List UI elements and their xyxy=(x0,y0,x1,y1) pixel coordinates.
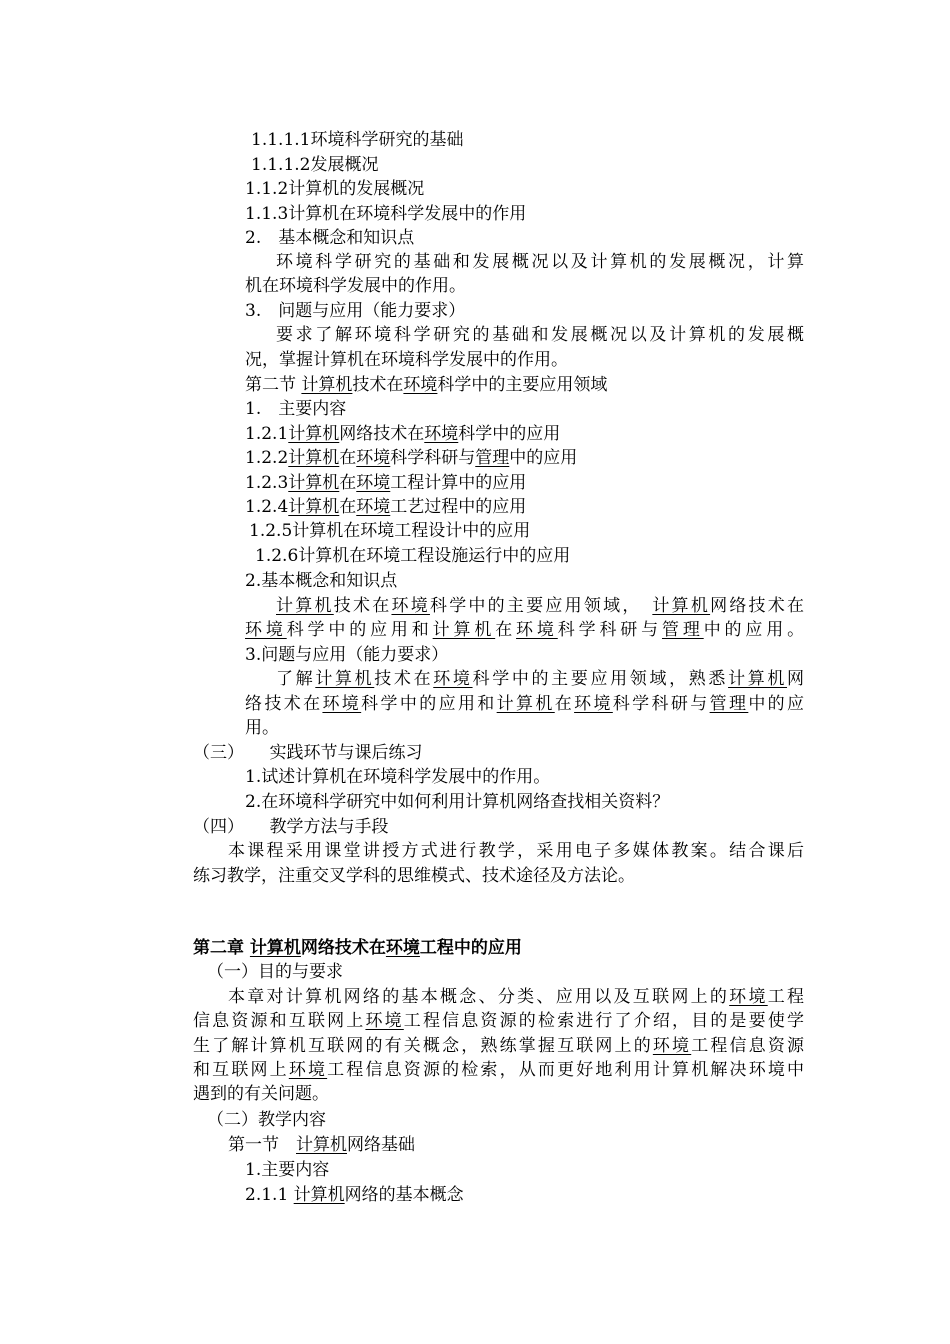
text-segment: 工程信息资源的检索，从而更好地利用计算机解决环境中 xyxy=(327,1060,807,1080)
text-line xyxy=(193,1034,806,1058)
text-line xyxy=(245,373,607,397)
text-segment: 2.基本概念和知识点 xyxy=(245,571,398,591)
text-line xyxy=(193,1009,806,1033)
text-segment: 机在环境科学发展中的作用。 xyxy=(245,276,466,296)
text-segment: 工程中的应用 xyxy=(419,938,522,958)
text-segment: 本课程采用课堂讲授方式进行教学，采用电子多媒体教案。结合课后 xyxy=(228,841,807,861)
underlined-term: 环境 xyxy=(391,596,430,616)
text-segment: 科学科研与 xyxy=(390,448,476,468)
underlined-term: 计算机 xyxy=(652,596,711,616)
underlined-term: 计算机 xyxy=(728,669,788,689)
text-line xyxy=(245,202,526,226)
text-segment: 要求了解环境科学研究的基础和发展概况以及计算机的发展概 xyxy=(276,325,807,345)
underlined-term: 计算机 xyxy=(496,694,555,714)
underlined-term: 计算机 xyxy=(288,448,340,468)
text-line xyxy=(207,1108,326,1132)
text-segment: 信息资源和互联网上 xyxy=(193,1011,366,1031)
text-line xyxy=(276,594,806,618)
text-segment: 1.1.3计算机在环境科学发展中的作用 xyxy=(245,204,527,224)
text-segment: 技术在 xyxy=(352,375,404,395)
underlined-term: 环境 xyxy=(356,473,391,493)
text-segment: 技术在 xyxy=(333,596,392,616)
text-segment: 第二节 xyxy=(245,375,302,395)
text-segment: 1.2.4 xyxy=(245,497,289,517)
text-segment: 中的应用。 xyxy=(703,620,808,640)
underlined-term: 计算机 xyxy=(293,1185,345,1205)
text-line xyxy=(245,299,465,323)
text-segment: （二）教学内容 xyxy=(207,1110,326,1130)
text-segment: 本章对计算机网络的基本概念、分类、应用以及互联网上的 xyxy=(228,987,730,1007)
text-line xyxy=(245,618,808,642)
underlined-term: 环境 xyxy=(516,620,558,640)
underlined-term: 管理 xyxy=(709,694,749,714)
text-segment: 2.1.1 xyxy=(245,1185,294,1205)
text-segment: 2.在环境科学研究中如何利用计算机网络查找相关资料？ xyxy=(245,792,670,812)
text-line xyxy=(245,348,568,372)
text-segment: 第二章 xyxy=(193,938,250,958)
text-line xyxy=(276,667,807,691)
text-line xyxy=(245,177,424,201)
text-line xyxy=(245,446,577,470)
text-line xyxy=(276,323,807,347)
text-line xyxy=(193,815,389,839)
text-line xyxy=(193,1082,329,1106)
underlined-term: 环境 xyxy=(729,987,768,1007)
text-segment: 第一节 xyxy=(228,1135,296,1155)
text-line xyxy=(228,1133,415,1157)
text-line xyxy=(249,519,530,543)
text-segment: （一）目的与要求 xyxy=(207,962,343,982)
text-segment: 科学科研与 xyxy=(557,620,662,640)
text-line xyxy=(245,643,448,667)
text-segment: 环境科学研究的基础和发展概况以及计算机的发展概况，计算 xyxy=(276,252,807,272)
text-line xyxy=(245,471,526,495)
underlined-term: 环境 xyxy=(403,375,438,395)
underlined-term: 计算机 xyxy=(315,669,375,689)
text-segment: 在 xyxy=(495,620,517,640)
text-segment: 网络技术在 xyxy=(339,424,425,444)
text-line xyxy=(245,397,346,421)
text-segment: 1.试述计算机在环境科学发展中的作用。 xyxy=(245,767,551,787)
text-line xyxy=(245,765,550,789)
text-segment: 在 xyxy=(339,473,357,493)
text-line xyxy=(245,495,526,519)
text-line xyxy=(245,716,279,740)
text-segment: 网络技术在 xyxy=(710,596,807,616)
text-line xyxy=(193,741,423,765)
text-segment: 1.2.6计算机在环境工程设施运行中的应用 xyxy=(255,546,571,566)
text-segment: 生了解计算机互联网的有关概念，熟练掌握互联网上的 xyxy=(193,1036,653,1056)
text-line xyxy=(245,1158,329,1182)
text-segment: 科学中的主要应用领域，熟悉 xyxy=(472,669,729,689)
text-segment: 练习教学，注重交叉学科的思维模式、技术途径及方法论。 xyxy=(193,866,635,886)
text-line xyxy=(193,1058,806,1082)
text-segment: 工程 xyxy=(767,987,807,1007)
underlined-term: 环境 xyxy=(356,448,391,468)
text-line xyxy=(245,692,806,716)
text-segment: 1.2.5计算机在环境工程设计中的应用 xyxy=(249,521,531,541)
underlined-term: 计算机 xyxy=(301,375,353,395)
underlined-term: 计算机 xyxy=(276,596,334,616)
text-segment: 1.2.2 xyxy=(245,448,289,468)
underlined-term: 计算机 xyxy=(432,620,496,640)
text-segment: 1.2.3 xyxy=(245,473,289,493)
underlined-term: 计算机 xyxy=(288,497,340,517)
underlined-term: 环境 xyxy=(385,938,420,958)
chapter-heading xyxy=(193,936,522,960)
text-line xyxy=(251,128,463,152)
text-segment: 1.1.1.1环境科学研究的基础 xyxy=(251,130,464,150)
text-segment: 中的应 xyxy=(748,694,807,714)
text-segment: 工程计算中的应用 xyxy=(390,473,527,493)
text-segment: 网络基础 xyxy=(347,1135,415,1155)
underlined-term: 计算机 xyxy=(296,1135,347,1155)
text-segment: 3. 问题与应用（能力要求） xyxy=(245,301,466,321)
text-segment: 1. 主要内容 xyxy=(245,399,347,419)
text-line xyxy=(228,985,806,1009)
text-line xyxy=(245,226,414,250)
underlined-term: 环境 xyxy=(245,620,287,640)
underlined-term: 计算机 xyxy=(249,938,301,958)
text-segment: 工程信息资源 xyxy=(691,1036,807,1056)
text-segment: 在 xyxy=(339,448,357,468)
text-line xyxy=(245,422,560,446)
text-segment: 科学中的应用和 xyxy=(361,694,497,714)
text-segment: 况，掌握计算机在环境科学发展中的作用。 xyxy=(245,350,568,370)
underlined-term: 环境 xyxy=(288,1060,328,1080)
text-segment: 科学中的主要应用领域 xyxy=(437,375,608,395)
underlined-term: 管理 xyxy=(661,620,704,640)
text-segment: 用。 xyxy=(245,718,279,738)
text-segment: 科学中的应用和 xyxy=(286,620,433,640)
underlined-term: 环境 xyxy=(652,1036,692,1056)
text-segment: 1.主要内容 xyxy=(245,1160,330,1180)
text-segment: 了解 xyxy=(276,669,316,689)
text-segment: 络技术在 xyxy=(245,694,323,714)
underlined-term: 计算机 xyxy=(288,424,340,444)
text-segment: 1.2.1 xyxy=(245,424,289,444)
underlined-term: 环境 xyxy=(356,497,391,517)
text-segment: 在 xyxy=(554,694,575,714)
text-segment: 1.1.1.2发展概况 xyxy=(251,155,379,175)
underlined-term: 环境 xyxy=(322,694,362,714)
underlined-term: 环境 xyxy=(365,1011,404,1031)
text-line xyxy=(245,274,466,298)
text-segment: 2. 基本概念和知识点 xyxy=(245,228,415,248)
text-line xyxy=(251,153,378,177)
underlined-term: 环境 xyxy=(574,694,613,714)
text-segment: 网络技术在 xyxy=(300,938,386,958)
text-segment: 遇到的有关问题。 xyxy=(193,1084,329,1104)
text-line xyxy=(245,1183,464,1207)
underlined-term: 管理 xyxy=(475,448,510,468)
text-segment: 科学中的主要应用领域， xyxy=(429,596,653,616)
text-segment: 中的应用 xyxy=(509,448,578,468)
text-segment: 工艺过程中的应用 xyxy=(390,497,527,517)
text-segment: 在 xyxy=(339,497,357,517)
text-segment: 工程信息资源的检索进行了介绍，目的是要使学 xyxy=(403,1011,807,1031)
text-segment: 3.问题与应用（能力要求） xyxy=(245,645,449,665)
underlined-term: 环境 xyxy=(433,669,473,689)
text-segment: 科学科研与 xyxy=(612,694,710,714)
text-segment: 科学中的应用 xyxy=(458,424,561,444)
text-line xyxy=(245,790,669,814)
text-segment: 1.1.2计算机的发展概况 xyxy=(245,179,425,199)
text-line xyxy=(228,839,806,863)
text-segment: 和互联网上 xyxy=(193,1060,289,1080)
text-line xyxy=(193,864,635,888)
underlined-term: 环境 xyxy=(424,424,459,444)
text-segment: 技术在 xyxy=(374,669,434,689)
text-line xyxy=(207,960,343,984)
underlined-term: 计算机 xyxy=(288,473,340,493)
text-segment: （四） 教学方法与手段 xyxy=(193,817,389,837)
text-line xyxy=(245,569,397,593)
text-line xyxy=(276,250,807,274)
text-line xyxy=(255,544,570,568)
text-segment: 网络的基本概念 xyxy=(344,1185,464,1205)
text-segment: （三） 实践环节与课后练习 xyxy=(193,743,423,763)
text-segment: 网 xyxy=(787,669,807,689)
